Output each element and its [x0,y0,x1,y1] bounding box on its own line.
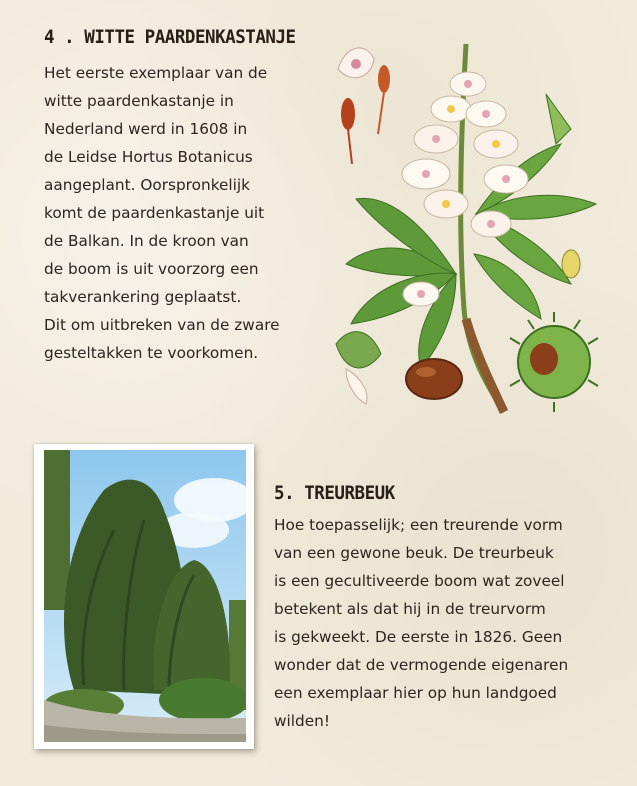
paragraph-line: wilden! [274,712,330,730]
paragraph-line: gesteltakken te voorkomen. [44,344,259,362]
paragraph-line: de Leidse Hortus Botanicus [44,148,253,166]
section-5-heading: 5. TREURBEUK [274,482,395,504]
paragraph-line: takverankering geplaatst. [44,288,242,306]
photo-frame [34,444,254,749]
weeping-beech-photo [44,450,246,742]
paragraph-line: de Balkan. In de kroon van [44,232,249,250]
paragraph-line: witte paardenkastanje in [44,92,234,110]
paragraph-line: van een gewone beuk. De treurbeuk [274,544,554,562]
paragraph-line: Dit om uitbreken van de zware [44,316,280,334]
paragraph-line: betekent als dat hij in de treurvorm [274,600,546,618]
section-4-paragraph [44,59,280,367]
paragraph-line: is een gecultiveerde boom wat zoveel [274,572,565,590]
paragraph-line: een exemplaar hier op hun landgoed [274,684,557,702]
paragraph-line: Hoe toepasselijk; een treurende vorm [274,516,563,534]
paragraph-line: aangeplant. Oorspronkelijk [44,176,251,194]
paragraph-line: Het eerste exemplaar van de [44,64,268,82]
paragraph-line: komt de paardenkastanje uit [44,204,265,222]
paragraph-line: is gekweekt. De eerste in 1826. Geen [274,628,563,646]
paragraph-line: wonder dat de vermogende eigenaren [274,656,569,674]
tree-picture [44,450,246,742]
paragraph-line: Nederland werd in 1608 in [44,120,248,138]
section-5-paragraph [274,511,568,735]
horse-chestnut-illustration [326,24,626,416]
section-4-heading: 4 . WITTE PAARDENKASTANJE [44,26,296,48]
paragraph-line: de boom is uit voorzorg een [44,260,259,278]
botanical-drawing [326,24,626,416]
